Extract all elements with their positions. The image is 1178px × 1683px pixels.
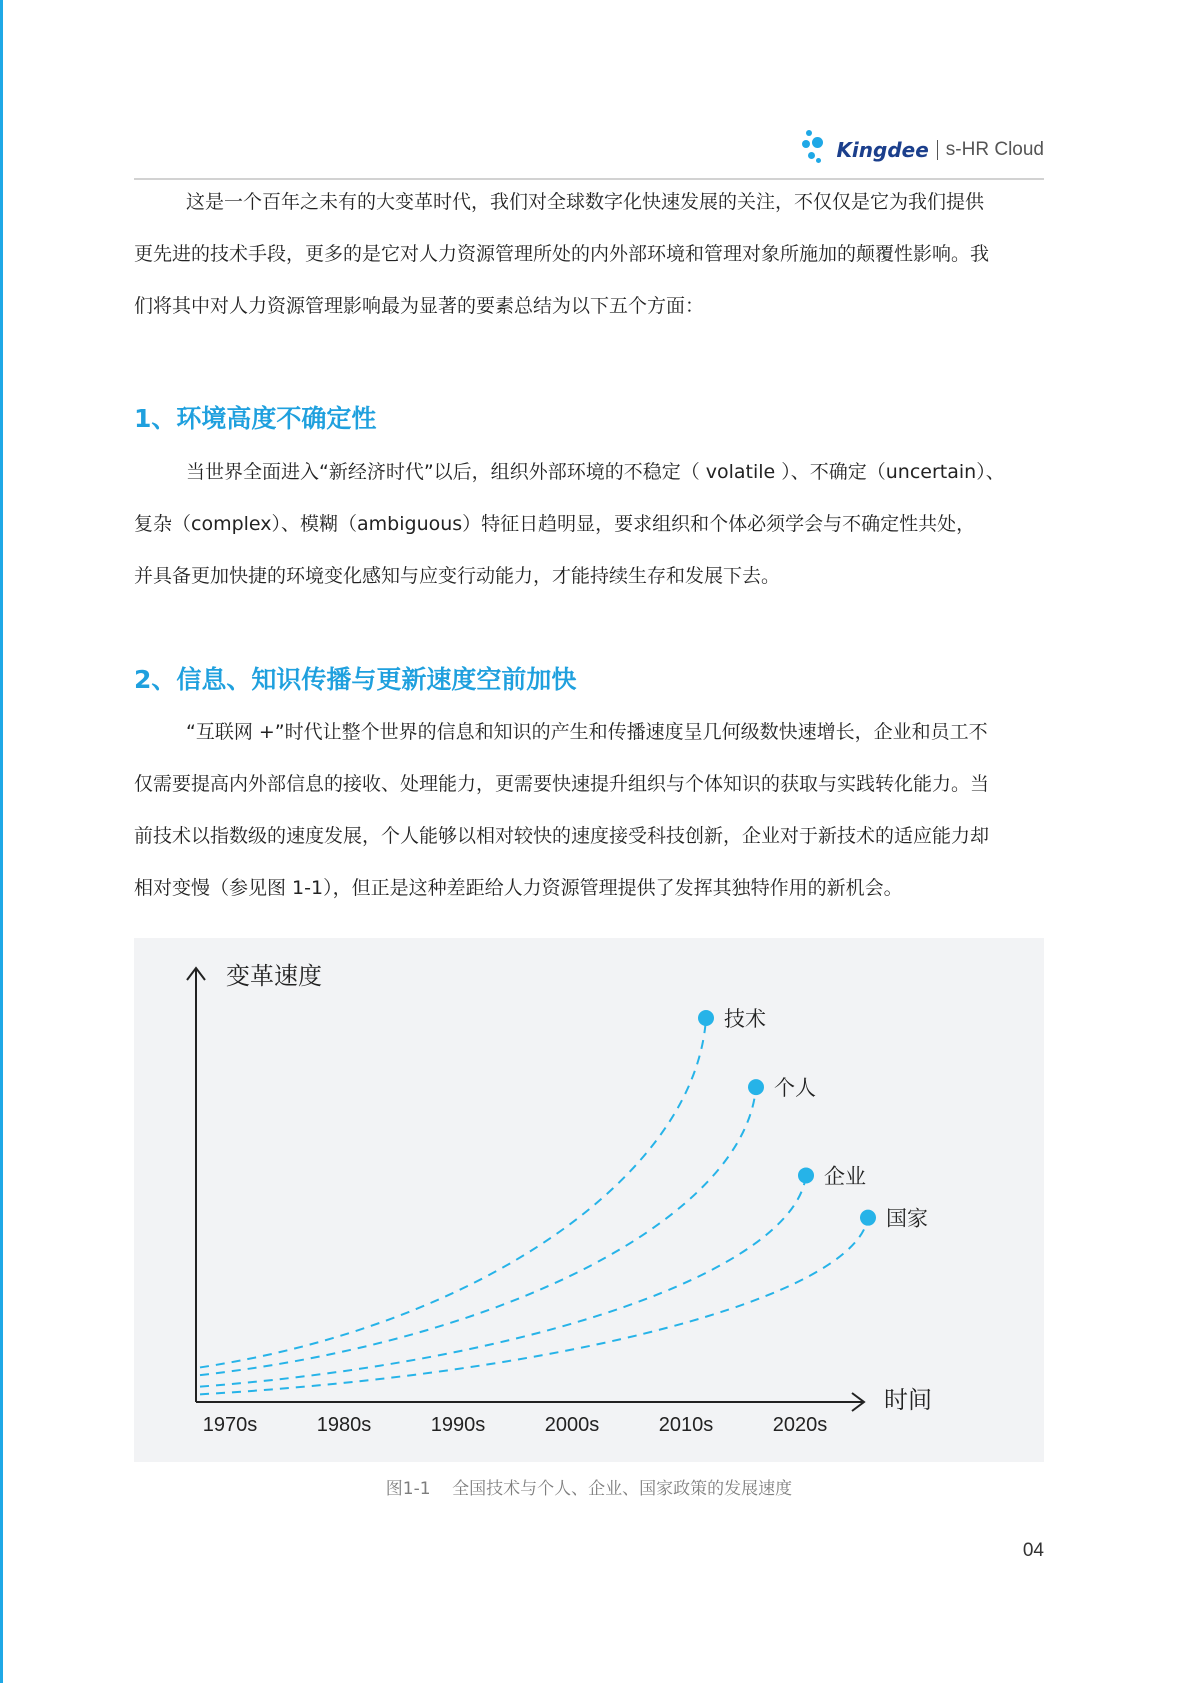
x-tick-label: 1990s (430, 1414, 486, 1436)
series-label-2: 个人 (774, 1076, 816, 1101)
y-axis-label: 变革速度 (226, 962, 322, 990)
x-tick-label: 1980s (316, 1414, 372, 1436)
series-line-2 (200, 1087, 756, 1375)
series-line-1 (200, 1018, 706, 1367)
intro-line-2: 更先进的技术手段，更多的是它对人力资源管理所处的内外部环境和管理对象所施加的颠覆性影响。我 (134, 243, 990, 265)
section-2-line-2: 仅需要提高内外部信息的接收、处理能力，更需要快速提升组织与个体知识的获取与实践转化能力。当 (134, 773, 990, 795)
intro-paragraph (134, 176, 1044, 332)
x-tick-label: 2010s (658, 1414, 714, 1436)
series-end-marker-1 (698, 1010, 714, 1026)
speed-chart (134, 938, 1044, 1462)
section-2-paragraph (134, 706, 1044, 914)
logo-brand-text: Kingdee (836, 138, 929, 162)
section-2-heading: 2、信息、知识传播与更新速度空前加快 (134, 665, 577, 694)
page-number: 04 (1022, 1540, 1044, 1561)
x-tick-label: 2020s (772, 1414, 828, 1436)
kingdee-logo (802, 128, 1044, 172)
series-end-marker-4 (860, 1210, 876, 1226)
series-end-marker-2 (748, 1079, 764, 1095)
x-tick-label: 2000s (544, 1414, 600, 1436)
series-label-4: 国家 (886, 1206, 928, 1231)
x-axis-label: 时间 (884, 1386, 932, 1414)
logo-separator (937, 140, 938, 160)
series-line-3 (200, 1175, 806, 1386)
figure-1-1 (134, 938, 1044, 1462)
section-1-paragraph (134, 446, 1044, 602)
series-end-marker-3 (798, 1167, 814, 1183)
intro-line-3: 们将其中对人力资源管理影响最为显著的要素总结为以下五个方面： (134, 295, 705, 317)
figure-caption: 图1-1 全国技术与个人、企业、国家政策的发展速度 (385, 1479, 793, 1499)
section-1-line-3: 并具备更加快捷的环境变化感知与应变行动能力，才能持续生存和发展下去。 (134, 565, 781, 587)
series-line-4 (200, 1218, 868, 1395)
section-1-line-1: 当世界全面进入“新经济时代”以后，组织外部环境的不稳定（ volatile ）、不确定（uncertain）、 (186, 461, 1005, 483)
series-label-1: 技术 (724, 1007, 766, 1031)
section-1-heading: 1、环境高度不确定性 (134, 404, 377, 433)
section-1-line-2: 复杂（complex）、模糊（ambiguous）特征日趋明显，要求组织和个体必须学会与不确定性共处， (134, 513, 976, 535)
x-tick-label: 1970s (202, 1414, 258, 1436)
section-2-line-4: 相对变慢（参见图 1-1），但正是这种差距给人力资源管理提供了发挥其独特作用的新机会。 (134, 877, 903, 899)
section-2-line-1: “互联网 +”时代让整个世界的信息和知识的产生和传播速度呈几何级数快速增长，企业和员工不 (186, 721, 988, 743)
logo-dots-icon (802, 128, 832, 172)
logo-product-text: s-HR Cloud (945, 139, 1044, 160)
left-edge-accent-bar (0, 0, 3, 1683)
series-label-3: 企业 (824, 1164, 866, 1189)
section-2-line-3: 前技术以指数级的速度发展，个人能够以相对较快的速度接受科技创新，企业对于新技术的适应能力却 (134, 825, 990, 847)
intro-line-1: 这是一个百年之未有的大变革时代，我们对全球数字化快速发展的关注，不仅仅是它为我们提供 (186, 191, 985, 213)
